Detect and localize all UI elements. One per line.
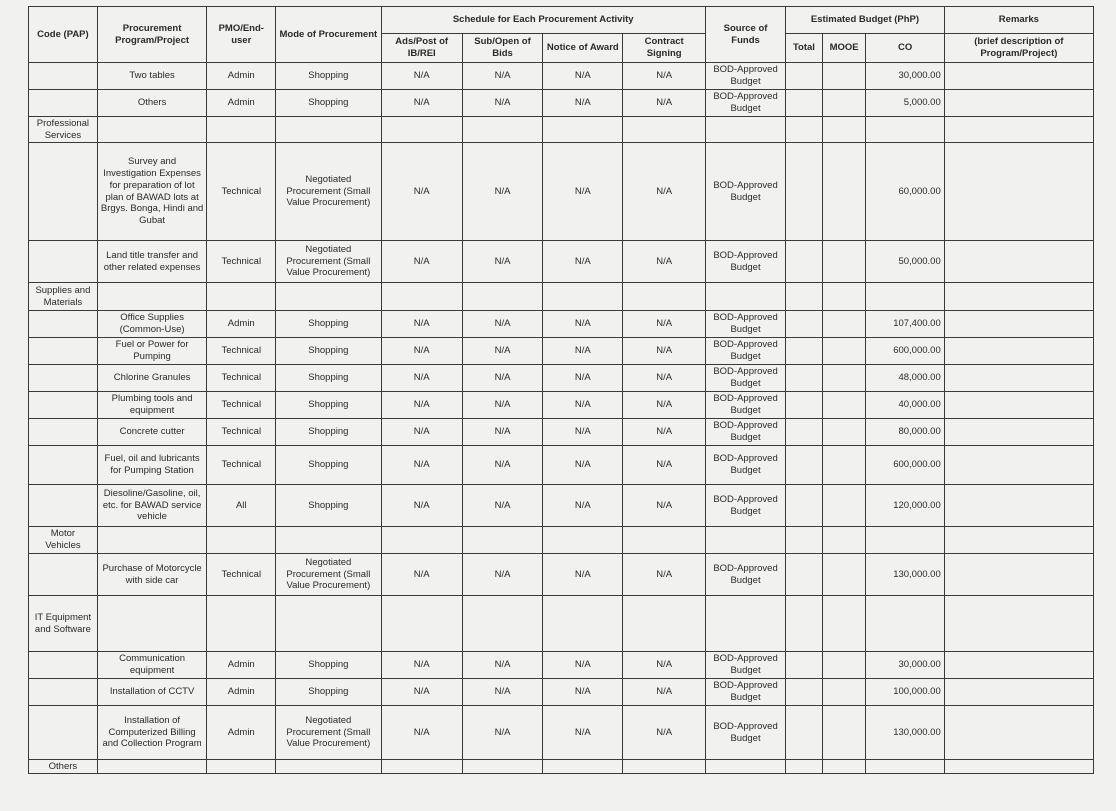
procurement-mode-cell: Shopping xyxy=(276,679,381,706)
category-row xyxy=(29,117,1094,143)
notice-of-award-cell: N/A xyxy=(543,446,623,485)
budget-mooe-cell xyxy=(822,554,866,596)
contract-signing-cell xyxy=(623,283,705,311)
contract-signing-cell: N/A xyxy=(623,241,705,283)
code-cell xyxy=(29,90,98,117)
budget-total-cell xyxy=(786,679,823,706)
remarks-cell xyxy=(944,485,1093,527)
table-row xyxy=(29,392,1094,419)
budget-mooe-cell xyxy=(822,63,866,90)
source-of-funds-cell: BOD-Approved Budget xyxy=(705,446,785,485)
program-cell: Concrete cutter xyxy=(97,419,207,446)
remarks-cell xyxy=(944,117,1093,143)
contract-signing-cell: N/A xyxy=(623,554,705,596)
ads-post-cell: N/A xyxy=(381,706,462,760)
table-row xyxy=(29,311,1094,338)
budget-mooe-cell xyxy=(822,679,866,706)
header-mode: Mode of Procurement xyxy=(276,7,381,63)
program-cell: Survey and Investigation Expenses for preparation of lot plan of BAWAD lots at Brgys. Bonga, Hindi and Gubat xyxy=(97,143,207,241)
table-row xyxy=(29,679,1094,706)
ads-post-cell: N/A xyxy=(381,338,462,365)
notice-of-award-cell xyxy=(543,283,623,311)
source-of-funds-cell: BOD-Approved Budget xyxy=(705,63,785,90)
table-row xyxy=(29,365,1094,392)
budget-mooe-cell xyxy=(822,365,866,392)
budget-co-cell: 50,000.00 xyxy=(866,241,944,283)
end-user-cell: Technical xyxy=(207,365,276,392)
budget-total-cell xyxy=(786,311,823,338)
procurement-mode-cell: Shopping xyxy=(276,338,381,365)
table-body xyxy=(29,63,1094,774)
budget-co-cell: 107,400.00 xyxy=(866,311,944,338)
program-cell: Plumbing tools and equipment xyxy=(97,392,207,419)
contract-signing-cell xyxy=(623,527,705,554)
contract-signing-cell: N/A xyxy=(623,338,705,365)
budget-total-cell xyxy=(786,283,823,311)
ads-post-cell xyxy=(381,117,462,143)
sub-open-bids-cell: N/A xyxy=(462,392,542,419)
source-of-funds-cell: BOD-Approved Budget xyxy=(705,392,785,419)
procurement-mode-cell xyxy=(276,283,381,311)
end-user-cell: Admin xyxy=(207,63,276,90)
program-cell: Office Supplies (Common-Use) xyxy=(97,311,207,338)
remarks-cell xyxy=(944,143,1093,241)
remarks-cell xyxy=(944,446,1093,485)
sub-open-bids-cell: N/A xyxy=(462,90,542,117)
sub-open-bids-cell xyxy=(462,596,542,652)
header-program: Procurement Program/Project xyxy=(97,7,207,63)
notice-of-award-cell: N/A xyxy=(543,63,623,90)
ads-post-cell: N/A xyxy=(381,311,462,338)
budget-mooe-cell xyxy=(822,760,866,774)
budget-total-cell xyxy=(786,338,823,365)
ads-post-cell: N/A xyxy=(381,241,462,283)
sub-open-bids-cell xyxy=(462,117,542,143)
budget-mooe-cell xyxy=(822,241,866,283)
contract-signing-cell: N/A xyxy=(623,446,705,485)
header-pmo: PMO/End-user xyxy=(207,7,276,63)
budget-co-cell: 600,000.00 xyxy=(866,338,944,365)
budget-mooe-cell xyxy=(822,706,866,760)
procurement-mode-cell: Shopping xyxy=(276,446,381,485)
budget-total-cell xyxy=(786,760,823,774)
contract-signing-cell: N/A xyxy=(623,679,705,706)
category-row xyxy=(29,760,1094,774)
program-cell xyxy=(97,117,207,143)
code-cell xyxy=(29,706,98,760)
program-cell: Communication equipment xyxy=(97,652,207,679)
code-cell xyxy=(29,419,98,446)
table-row xyxy=(29,241,1094,283)
budget-total-cell xyxy=(786,63,823,90)
ads-post-cell: N/A xyxy=(381,485,462,527)
sub-open-bids-cell: N/A xyxy=(462,311,542,338)
budget-co-cell: 60,000.00 xyxy=(866,143,944,241)
contract-signing-cell: N/A xyxy=(623,485,705,527)
procurement-table xyxy=(28,6,1094,774)
code-cell xyxy=(29,392,98,419)
procurement-mode-cell: Negotiated Procurement (Small Value Procurement) xyxy=(276,241,381,283)
budget-total-cell xyxy=(786,365,823,392)
budget-mooe-cell xyxy=(822,485,866,527)
end-user-cell: Technical xyxy=(207,241,276,283)
budget-mooe-cell xyxy=(822,527,866,554)
ads-post-cell: N/A xyxy=(381,90,462,117)
contract-signing-cell: N/A xyxy=(623,311,705,338)
budget-co-cell: 30,000.00 xyxy=(866,652,944,679)
budget-mooe-cell xyxy=(822,446,866,485)
budget-total-cell xyxy=(786,392,823,419)
category-row xyxy=(29,596,1094,652)
code-cell: IT Equipment and Software xyxy=(29,596,98,652)
budget-co-cell: 120,000.00 xyxy=(866,485,944,527)
header-notice: Notice of Award xyxy=(543,34,623,63)
remarks-cell xyxy=(944,760,1093,774)
program-cell: Land title transfer and other related expenses xyxy=(97,241,207,283)
notice-of-award-cell: N/A xyxy=(543,365,623,392)
procurement-mode-cell: Shopping xyxy=(276,392,381,419)
end-user-cell: Technical xyxy=(207,338,276,365)
ads-post-cell: N/A xyxy=(381,392,462,419)
budget-total-cell xyxy=(786,527,823,554)
remarks-cell xyxy=(944,554,1093,596)
contract-signing-cell: N/A xyxy=(623,652,705,679)
budget-co-cell: 5,000.00 xyxy=(866,90,944,117)
source-of-funds-cell: BOD-Approved Budget xyxy=(705,241,785,283)
header-sub: Sub/Open of Bids xyxy=(462,34,542,63)
source-of-funds-cell xyxy=(705,596,785,652)
budget-co-cell xyxy=(866,596,944,652)
code-cell xyxy=(29,143,98,241)
budget-mooe-cell xyxy=(822,143,866,241)
end-user-cell xyxy=(207,596,276,652)
code-cell: Others xyxy=(29,760,98,774)
budget-total-cell xyxy=(786,446,823,485)
remarks-cell xyxy=(944,679,1093,706)
code-cell xyxy=(29,365,98,392)
table-row xyxy=(29,338,1094,365)
remarks-cell xyxy=(944,419,1093,446)
budget-co-cell: 600,000.00 xyxy=(866,446,944,485)
sub-open-bids-cell xyxy=(462,527,542,554)
end-user-cell: Technical xyxy=(207,419,276,446)
program-cell: Chlorine Granules xyxy=(97,365,207,392)
remarks-cell xyxy=(944,311,1093,338)
procurement-mode-cell xyxy=(276,760,381,774)
program-cell: Fuel or Power for Pumping xyxy=(97,338,207,365)
end-user-cell: Admin xyxy=(207,652,276,679)
header-total: Total xyxy=(786,34,823,63)
budget-total-cell xyxy=(786,117,823,143)
contract-signing-cell: N/A xyxy=(623,706,705,760)
procurement-mode-cell xyxy=(276,527,381,554)
table-row xyxy=(29,652,1094,679)
program-cell: Installation of Computerized Billing and Collection Program xyxy=(97,706,207,760)
budget-mooe-cell xyxy=(822,283,866,311)
budget-total-cell xyxy=(786,485,823,527)
budget-co-cell: 40,000.00 xyxy=(866,392,944,419)
program-cell xyxy=(97,596,207,652)
budget-mooe-cell xyxy=(822,117,866,143)
ads-post-cell xyxy=(381,527,462,554)
notice-of-award-cell: N/A xyxy=(543,311,623,338)
header-remarks-sub: (brief description of Program/Project) xyxy=(944,34,1093,63)
remarks-cell xyxy=(944,365,1093,392)
notice-of-award-cell: N/A xyxy=(543,90,623,117)
notice-of-award-cell xyxy=(543,117,623,143)
source-of-funds-cell xyxy=(705,760,785,774)
sub-open-bids-cell: N/A xyxy=(462,241,542,283)
contract-signing-cell: N/A xyxy=(623,419,705,446)
procurement-mode-cell: Negotiated Procurement (Small Value Procurement) xyxy=(276,554,381,596)
source-of-funds-cell: BOD-Approved Budget xyxy=(705,706,785,760)
notice-of-award-cell: N/A xyxy=(543,652,623,679)
code-cell xyxy=(29,241,98,283)
sub-open-bids-cell: N/A xyxy=(462,706,542,760)
procurement-mode-cell: Shopping xyxy=(276,485,381,527)
source-of-funds-cell xyxy=(705,527,785,554)
budget-co-cell xyxy=(866,283,944,311)
end-user-cell xyxy=(207,117,276,143)
budget-total-cell xyxy=(786,90,823,117)
notice-of-award-cell: N/A xyxy=(543,419,623,446)
end-user-cell: Technical xyxy=(207,446,276,485)
notice-of-award-cell: N/A xyxy=(543,679,623,706)
code-cell xyxy=(29,311,98,338)
sub-open-bids-cell: N/A xyxy=(462,365,542,392)
budget-co-cell: 130,000.00 xyxy=(866,706,944,760)
end-user-cell: Technical xyxy=(207,143,276,241)
code-cell xyxy=(29,485,98,527)
header-budget: Estimated Budget (PhP) xyxy=(786,7,945,34)
notice-of-award-cell: N/A xyxy=(543,241,623,283)
program-cell xyxy=(97,283,207,311)
budget-total-cell xyxy=(786,652,823,679)
budget-co-cell: 80,000.00 xyxy=(866,419,944,446)
procurement-mode-cell: Shopping xyxy=(276,90,381,117)
contract-signing-cell xyxy=(623,760,705,774)
category-row xyxy=(29,527,1094,554)
end-user-cell xyxy=(207,527,276,554)
sub-open-bids-cell xyxy=(462,760,542,774)
sub-open-bids-cell: N/A xyxy=(462,338,542,365)
remarks-cell xyxy=(944,63,1093,90)
source-of-funds-cell: BOD-Approved Budget xyxy=(705,311,785,338)
program-cell: Purchase of Motorcycle with side car xyxy=(97,554,207,596)
sub-open-bids-cell: N/A xyxy=(462,554,542,596)
header-remarks: Remarks xyxy=(944,7,1093,34)
sub-open-bids-cell: N/A xyxy=(462,419,542,446)
source-of-funds-cell: BOD-Approved Budget xyxy=(705,143,785,241)
procurement-mode-cell: Shopping xyxy=(276,365,381,392)
ads-post-cell xyxy=(381,760,462,774)
program-cell xyxy=(97,527,207,554)
budget-co-cell xyxy=(866,117,944,143)
procurement-mode-cell xyxy=(276,596,381,652)
code-cell xyxy=(29,652,98,679)
code-cell xyxy=(29,63,98,90)
source-of-funds-cell xyxy=(705,283,785,311)
end-user-cell xyxy=(207,760,276,774)
remarks-cell xyxy=(944,527,1093,554)
code-cell xyxy=(29,679,98,706)
code-cell xyxy=(29,446,98,485)
budget-co-cell: 130,000.00 xyxy=(866,554,944,596)
procurement-mode-cell xyxy=(276,117,381,143)
source-of-funds-cell: BOD-Approved Budget xyxy=(705,554,785,596)
source-of-funds-cell: BOD-Approved Budget xyxy=(705,679,785,706)
table-row xyxy=(29,706,1094,760)
end-user-cell: All xyxy=(207,485,276,527)
sub-open-bids-cell xyxy=(462,283,542,311)
table-row xyxy=(29,63,1094,90)
sub-open-bids-cell: N/A xyxy=(462,63,542,90)
ads-post-cell: N/A xyxy=(381,419,462,446)
program-cell: Fuel, oil and lubricants for Pumping Station xyxy=(97,446,207,485)
sub-open-bids-cell: N/A xyxy=(462,679,542,706)
budget-mooe-cell xyxy=(822,419,866,446)
contract-signing-cell: N/A xyxy=(623,63,705,90)
program-cell: Two tables xyxy=(97,63,207,90)
ads-post-cell: N/A xyxy=(381,679,462,706)
remarks-cell xyxy=(944,652,1093,679)
table-row xyxy=(29,554,1094,596)
header-mooe: MOOE xyxy=(822,34,866,63)
source-of-funds-cell: BOD-Approved Budget xyxy=(705,338,785,365)
notice-of-award-cell xyxy=(543,596,623,652)
code-cell xyxy=(29,338,98,365)
table-row xyxy=(29,419,1094,446)
header-source: Source of Funds xyxy=(705,7,785,63)
contract-signing-cell: N/A xyxy=(623,90,705,117)
program-cell: Diesoline/Gasoline, oil, etc. for BAWAD service vehicle xyxy=(97,485,207,527)
budget-co-cell: 30,000.00 xyxy=(866,63,944,90)
sub-open-bids-cell: N/A xyxy=(462,446,542,485)
procurement-mode-cell: Shopping xyxy=(276,63,381,90)
notice-of-award-cell: N/A xyxy=(543,143,623,241)
remarks-cell xyxy=(944,706,1093,760)
remarks-cell xyxy=(944,283,1093,311)
ads-post-cell: N/A xyxy=(381,652,462,679)
budget-co-cell xyxy=(866,527,944,554)
budget-mooe-cell xyxy=(822,311,866,338)
source-of-funds-cell: BOD-Approved Budget xyxy=(705,90,785,117)
contract-signing-cell: N/A xyxy=(623,365,705,392)
end-user-cell: Admin xyxy=(207,706,276,760)
remarks-cell xyxy=(944,392,1093,419)
budget-co-cell: 48,000.00 xyxy=(866,365,944,392)
budget-co-cell: 100,000.00 xyxy=(866,679,944,706)
budget-mooe-cell xyxy=(822,652,866,679)
end-user-cell: Admin xyxy=(207,679,276,706)
budget-total-cell xyxy=(786,419,823,446)
budget-co-cell xyxy=(866,760,944,774)
budget-total-cell xyxy=(786,706,823,760)
program-cell: Installation of CCTV xyxy=(97,679,207,706)
ads-post-cell: N/A xyxy=(381,365,462,392)
header-schedule: Schedule for Each Procurement Activity xyxy=(381,7,705,34)
notice-of-award-cell: N/A xyxy=(543,392,623,419)
sub-open-bids-cell: N/A xyxy=(462,652,542,679)
contract-signing-cell xyxy=(623,596,705,652)
program-cell: Others xyxy=(97,90,207,117)
budget-mooe-cell xyxy=(822,392,866,419)
sub-open-bids-cell: N/A xyxy=(462,485,542,527)
end-user-cell xyxy=(207,283,276,311)
contract-signing-cell: N/A xyxy=(623,143,705,241)
header-co: CO xyxy=(866,34,944,63)
ads-post-cell: N/A xyxy=(381,143,462,241)
source-of-funds-cell: BOD-Approved Budget xyxy=(705,652,785,679)
source-of-funds-cell: BOD-Approved Budget xyxy=(705,485,785,527)
header-ads: Ads/Post of IB/REI xyxy=(381,34,462,63)
end-user-cell: Technical xyxy=(207,392,276,419)
notice-of-award-cell xyxy=(543,760,623,774)
budget-total-cell xyxy=(786,143,823,241)
code-cell: Motor Vehicles xyxy=(29,527,98,554)
ads-post-cell: N/A xyxy=(381,554,462,596)
source-of-funds-cell: BOD-Approved Budget xyxy=(705,419,785,446)
contract-signing-cell xyxy=(623,117,705,143)
remarks-cell xyxy=(944,338,1093,365)
program-cell xyxy=(97,760,207,774)
header-code: Code (PAP) xyxy=(29,7,98,63)
code-cell: Professional Services xyxy=(29,117,98,143)
budget-mooe-cell xyxy=(822,338,866,365)
ads-post-cell: N/A xyxy=(381,446,462,485)
table-row xyxy=(29,485,1094,527)
ads-post-cell xyxy=(381,596,462,652)
procurement-mode-cell: Shopping xyxy=(276,419,381,446)
notice-of-award-cell xyxy=(543,527,623,554)
remarks-cell xyxy=(944,241,1093,283)
end-user-cell: Admin xyxy=(207,311,276,338)
procurement-mode-cell: Negotiated Procurement (Small Value Procurement) xyxy=(276,143,381,241)
ads-post-cell xyxy=(381,283,462,311)
header-contract: Contract Signing xyxy=(623,34,705,63)
procurement-mode-cell: Shopping xyxy=(276,311,381,338)
budget-mooe-cell xyxy=(822,596,866,652)
procurement-mode-cell: Negotiated Procurement (Small Value Procurement) xyxy=(276,706,381,760)
contract-signing-cell: N/A xyxy=(623,392,705,419)
procurement-mode-cell: Shopping xyxy=(276,652,381,679)
budget-total-cell xyxy=(786,241,823,283)
budget-mooe-cell xyxy=(822,90,866,117)
source-of-funds-cell xyxy=(705,117,785,143)
budget-total-cell xyxy=(786,596,823,652)
notice-of-award-cell: N/A xyxy=(543,706,623,760)
notice-of-award-cell: N/A xyxy=(543,485,623,527)
end-user-cell: Technical xyxy=(207,554,276,596)
remarks-cell xyxy=(944,90,1093,117)
procurement-plan-sheet xyxy=(28,6,1094,774)
ads-post-cell: N/A xyxy=(381,63,462,90)
code-cell xyxy=(29,554,98,596)
code-cell: Supplies and Materials xyxy=(29,283,98,311)
table-row xyxy=(29,446,1094,485)
table-row xyxy=(29,143,1094,241)
end-user-cell: Admin xyxy=(207,90,276,117)
remarks-cell xyxy=(944,596,1093,652)
budget-total-cell xyxy=(786,554,823,596)
notice-of-award-cell: N/A xyxy=(543,338,623,365)
table-row xyxy=(29,90,1094,117)
notice-of-award-cell: N/A xyxy=(543,554,623,596)
category-row xyxy=(29,283,1094,311)
sub-open-bids-cell: N/A xyxy=(462,143,542,241)
source-of-funds-cell: BOD-Approved Budget xyxy=(705,365,785,392)
